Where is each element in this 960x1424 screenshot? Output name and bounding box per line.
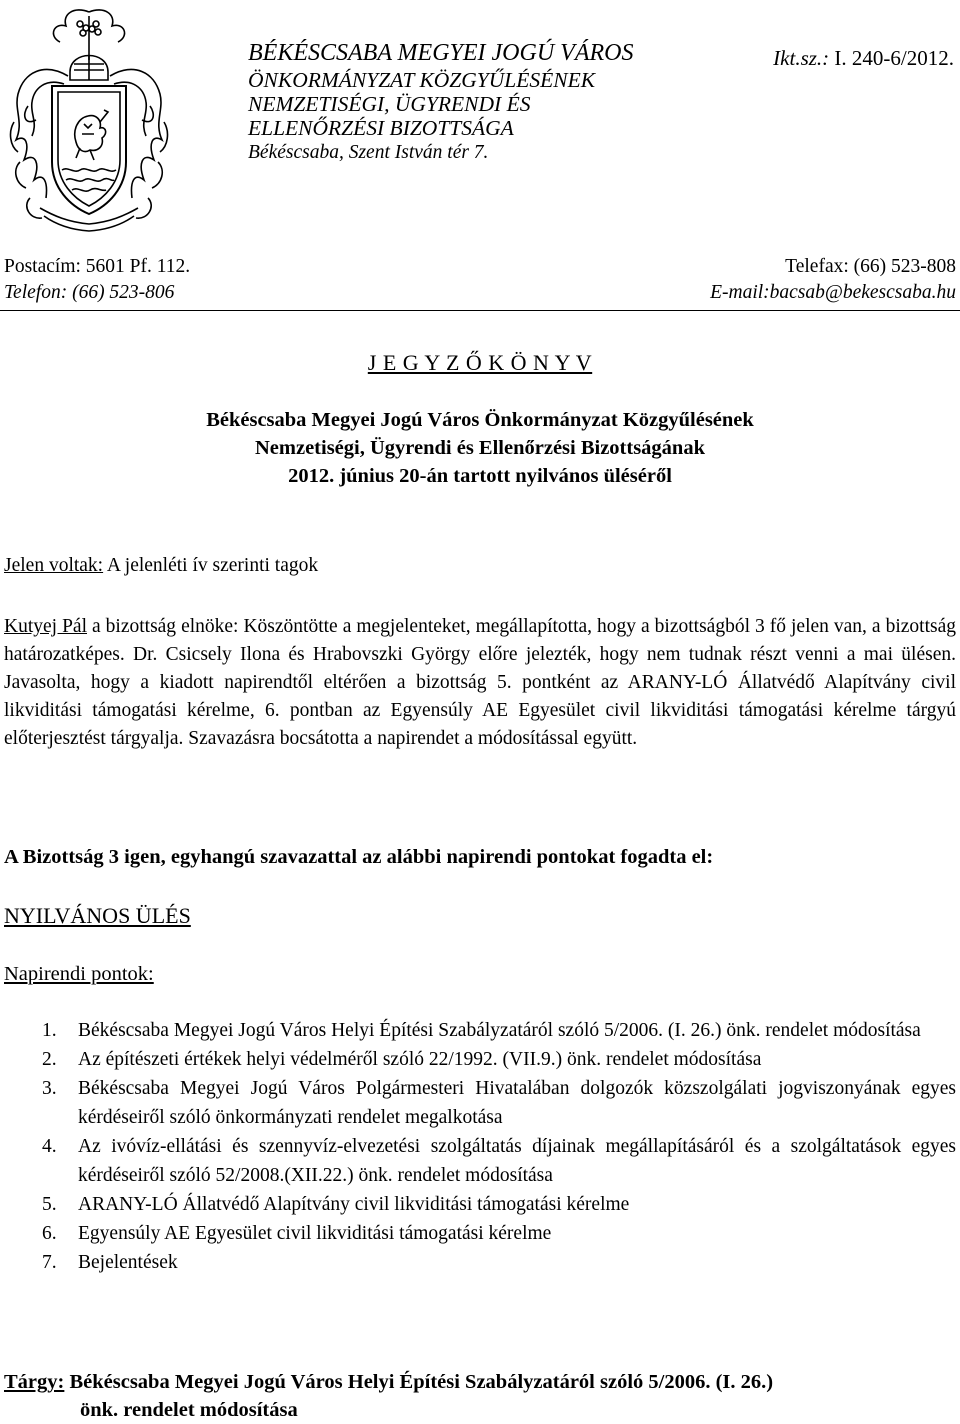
agenda-item-text: Békéscsaba Megyei Jogú Város Helyi Építési Szabályzatáról szóló 5/2006. (I. 26.) önk. rendelet módosítása: [78, 1020, 921, 1041]
postal-address: Postacím: 5601 Pf. 112.: [4, 256, 191, 277]
agenda-item-text: Békéscsaba Megyei Jogú Város Polgármesteri Hivatalában dolgozók közszolgálati jogviszonyának egyes kérdéseiről szóló önkormányzati rendelet megalkotása: [78, 1078, 956, 1128]
reference-number-value: I. 240-6/2012.: [834, 46, 954, 70]
agenda-item-text: Az ivóvíz-ellátási és szennyvíz-elvezetési szolgáltatás díjainak megállapításáról és a szolgáltatások egyes kérdéseiről szóló 52/2008.(XII.22.) önk. rendelet módosítása: [78, 1136, 956, 1186]
agenda-heading: Napirendi pontok:: [4, 963, 154, 985]
agenda-item-text: ARANY-LÓ Állatvédő Alapítvány civil likviditási támogatási kérelme: [78, 1194, 630, 1215]
agenda-item: [42, 1132, 956, 1190]
subtitle-line-1: Békéscsaba Megyei Jogú Város Önkormányzat Közgyűlésének: [206, 409, 754, 431]
subject-text-line-1: Békéscsaba Megyei Jogú Város Helyi Építési Szabályzatáról szóló 5/2006. (I. 26.): [64, 1371, 774, 1393]
header-divider: [0, 310, 960, 311]
agenda-list: [42, 1016, 956, 1277]
email: E-mail:bacsab@bekescsaba.hu: [710, 282, 956, 303]
agenda-item-text: Az építészeti értékek helyi védelméről szóló 22/1992. (VII.9.) önk. rendelet módosítása: [78, 1049, 762, 1070]
agenda-item-number: 7.: [42, 1252, 57, 1273]
attendance-label: Jelen voltak:: [4, 555, 104, 576]
decision-statement: A Bizottság 3 igen, egyhangú szavazattal az alábbi napirendi pontokat fogadta el:: [4, 846, 714, 868]
agenda-item-number: 4.: [42, 1136, 57, 1157]
institution-block: [248, 38, 634, 166]
document-title: J E G Y Z Ő K Ö N Y V: [367, 350, 593, 375]
contact-row-2: [4, 282, 956, 304]
agenda-item-number: 1.: [42, 1020, 57, 1041]
session-heading: NYILVÁNOS ÜLÉS: [4, 903, 191, 928]
chair-statement-text: a bizottság elnöke: Köszöntötte a megjelenteket, megállapította, hogy a bizottságból 3 fő jelen van, a bizottság határozatképes. Dr. Csicsely Ilona és Hrabovszki György előre jelezték, hogy nem tudnak részt venni a mai ülésen. Javasolta, hogy a kiadott napirendtől eltérően a bizottság 5. pontként az ARANY-LÓ Állatvédő Alapítvány civil likviditási támogatási kérelme, 6. pontban az Egyensúly AE Egyesület civil likviditási támogatási kérelme tárgyú előterjesztést tárgyalja. Szavazásra bocsátotta a napirendet a módosítással együtt.: [4, 616, 956, 749]
agenda-item-number: 6.: [42, 1223, 57, 1244]
chair-name: Kutyej Pál: [4, 616, 87, 637]
reference-number: [773, 46, 954, 71]
agenda-item: [42, 1074, 956, 1132]
agenda-item-number: 3.: [42, 1078, 57, 1099]
subject: [4, 1368, 956, 1424]
agenda-item: [42, 1016, 956, 1045]
agenda-item-text: Egyensúly AE Egyesület civil likviditási támogatási kérelme: [78, 1223, 552, 1244]
reference-number-label: Ikt.sz.:: [773, 46, 830, 70]
attendance: [4, 552, 956, 580]
telefax: Telefax: (66) 523-808: [785, 256, 956, 277]
agenda-item-number: 2.: [42, 1049, 57, 1070]
subject-text-line-2: önk. rendelet módosítása: [80, 1399, 298, 1421]
institution-line-1: BÉKÉSCSABA MEGYEI JOGÚ VÁROS: [248, 40, 634, 66]
city-coat-of-arms: [4, 2, 174, 234]
phone: Telefon: (66) 523-806: [4, 282, 175, 303]
agenda-item: [42, 1190, 956, 1219]
contact-row-1: [4, 256, 956, 278]
institution-line-2: ÖNKORMÁNYZAT KÖZGYŰLÉSÉNEK: [248, 68, 596, 92]
institution-line-4: ELLENŐRZÉSI BIZOTTSÁGA: [248, 116, 514, 140]
subject-label: Tárgy:: [4, 1371, 65, 1393]
document-subtitle: [0, 406, 960, 490]
agenda-item-text: Bejelentések: [78, 1252, 178, 1273]
institution-line-3: NEMZETISÉGI, ÜGYRENDI ÉS: [248, 92, 531, 116]
agenda-item: [42, 1248, 956, 1277]
agenda-item: [42, 1045, 956, 1074]
institution-address: Békéscsaba, Szent István tér 7.: [248, 142, 489, 163]
subtitle-line-3: 2012. június 20-án tartott nyilvános üléséről: [288, 465, 672, 487]
attendance-text: A jelenléti ív szerinti tagok: [103, 555, 319, 576]
subtitle-line-2: Nemzetiségi, Ügyrendi és Ellenőrzési Bizottságának: [255, 437, 705, 459]
agenda-item: [42, 1219, 956, 1248]
chair-statement: [4, 613, 956, 753]
agenda-item-number: 5.: [42, 1194, 57, 1215]
